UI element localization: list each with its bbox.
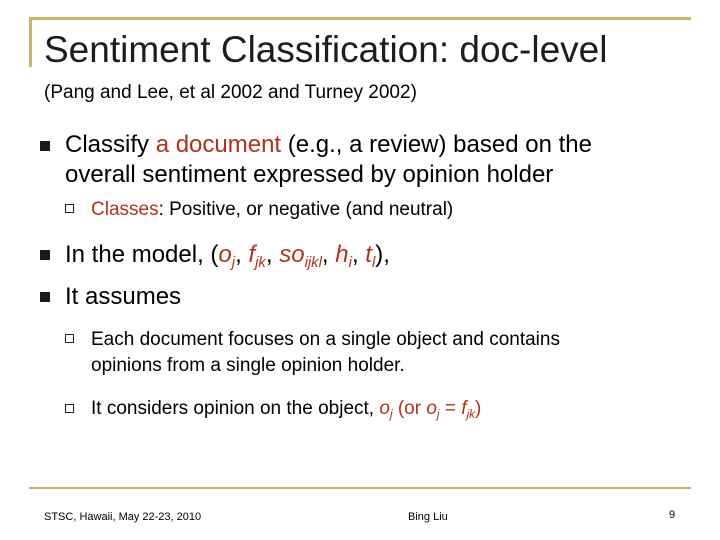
footer-left: STSC, Hawaii, May 22-23, 2010 bbox=[44, 511, 202, 523]
considers-pre: It considers opinion on the object, bbox=[91, 398, 380, 419]
slide-subtitle: (Pang and Lee, et al 2002 and Turney 2002) bbox=[44, 82, 417, 103]
considers-close: ) bbox=[474, 398, 482, 419]
sub-bullet-marker-icon bbox=[65, 404, 74, 413]
model-f: $f_{jk}$ bbox=[248, 241, 266, 272]
sub-bullet-considers bbox=[91, 396, 481, 422]
considers-f: $f_{jk}$ bbox=[461, 398, 475, 422]
model-h: $h_i$ bbox=[335, 241, 352, 272]
model-so: $so_{ijkl}$ bbox=[279, 241, 322, 272]
bullet-marker-icon bbox=[40, 250, 50, 260]
model-pre: In the model, ( bbox=[65, 241, 219, 268]
classes-highlight: Classes bbox=[91, 199, 159, 220]
bullet-assumes: It assumes bbox=[65, 283, 182, 310]
model-t: $t_l$ bbox=[365, 241, 376, 272]
frame-left-rule bbox=[29, 17, 32, 67]
considers-eq: = bbox=[439, 398, 462, 419]
bullet-model: In the model, ($o_j$, $f_{jk}$, $so_{ijkl}$, $h_i$, $t_l$), bbox=[65, 241, 390, 272]
classes-rest: : Positive, or negative (and neutral) bbox=[158, 199, 454, 220]
frame-top-rule bbox=[29, 17, 691, 20]
slide-title: Sentiment Classification: doc-level bbox=[44, 29, 608, 70]
footer-center: Bing Liu bbox=[408, 511, 448, 523]
bullet-marker-icon bbox=[40, 292, 50, 302]
footer-rule bbox=[29, 487, 691, 489]
page-number: 9 bbox=[669, 509, 676, 521]
bullet-classify-pre: Classify bbox=[65, 131, 156, 158]
sub-bullet-each-document-line2: opinions from a single opinion holder. bbox=[91, 355, 405, 376]
model-o: $o_j$ bbox=[218, 241, 236, 272]
sub-bullet-classes bbox=[91, 197, 453, 223]
model-close: ), bbox=[375, 241, 390, 268]
sub-bullet-marker-icon bbox=[65, 334, 74, 343]
considers-o2: $o_j$ bbox=[426, 398, 440, 422]
bullet-classify-post: (e.g., a review) based on the bbox=[281, 131, 592, 158]
sub-bullet-marker-icon bbox=[65, 204, 74, 213]
considers-mid: (or bbox=[392, 398, 427, 419]
bullet-classify bbox=[65, 129, 592, 161]
bullet-classify-highlight: a document bbox=[155, 131, 282, 158]
sub-bullet-each-document-line1: Each document focuses on a single object and contains bbox=[91, 329, 560, 350]
considers-o1: $o_j$ bbox=[379, 398, 393, 422]
bullet-marker-icon bbox=[40, 141, 50, 151]
bullet-classify-line2: overall sentiment expressed by opinion holder bbox=[65, 161, 554, 188]
